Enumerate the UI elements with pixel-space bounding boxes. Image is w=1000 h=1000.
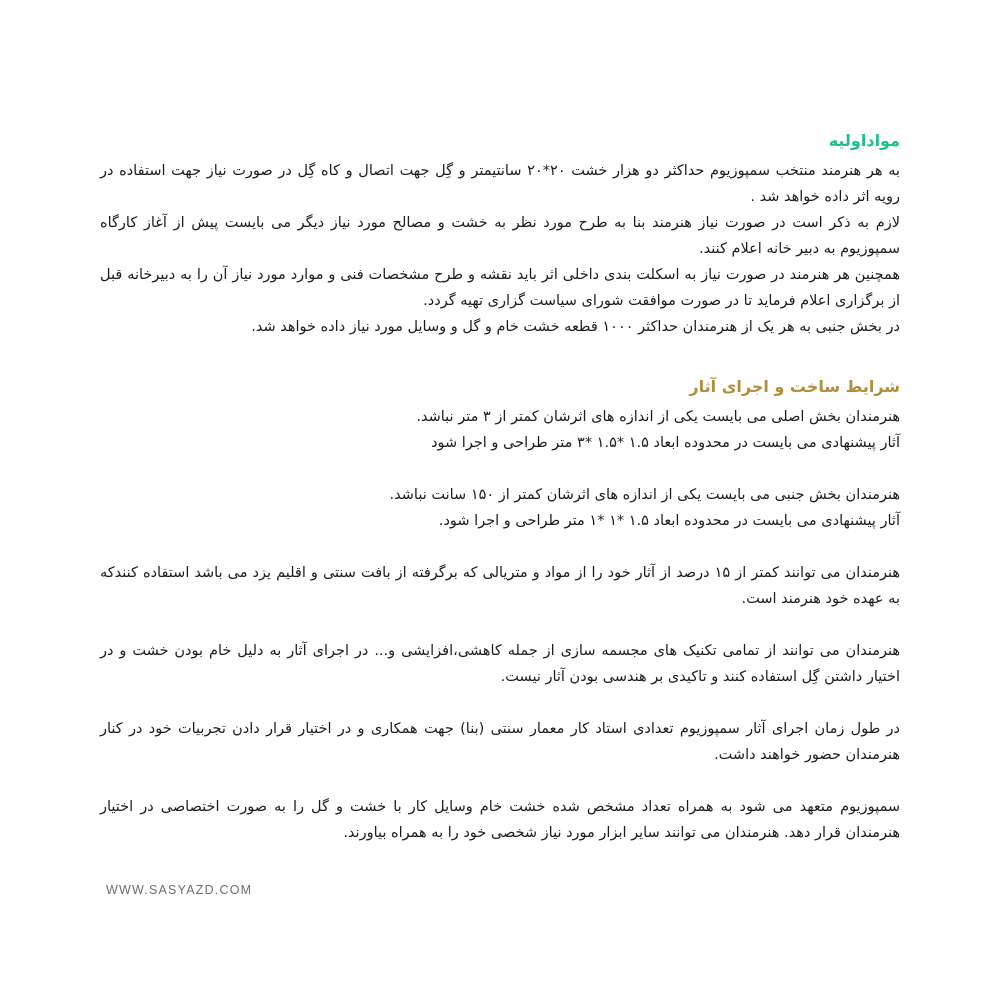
conditions-paragraph-8: سمپوزیوم متعهد می شود به همراه تعداد مشخص شده خشت خام وسایل کار با خشت و گل را به صورت اختصاصی در اختیار هنرمندان قرار دهد. هنرمندان می توانند سایر ابزار مورد نیاز شخصی خود را به همراه بیاورند. (100, 799, 900, 841)
materials-paragraph-3: همچنین هر هنرمند در صورت نیاز به اسکلت بندی داخلی اثر باید نقشه و طرح مشخصات فنی و موارد مورد نیاز آن را به دبیرخانه قبل از برگزاری اعلام فرماید تا در صورت موافقت شورای سیاست گزاری تهیه گردد. (100, 267, 900, 309)
conditions-paragraph-6: هنرمندان می توانند از تمامی تکنیک های مجسمه سازی از جمله کاهشی،افزایشی و... در اجرای آثار به دلیل خام بودن خشت و در اختیار داشتن گِل استفاده کنند و تاکیدی بر هندسی بودن آثار نیست. (100, 643, 900, 685)
spacer (100, 534, 900, 560)
section-title-conditions: شرایط ساخت و اجرای آثار (689, 377, 900, 396)
spacer (100, 768, 900, 794)
spacer (100, 612, 900, 638)
conditions-paragraph-1: هنرمندان بخش اصلی می بایست یکی از اندازه های اثرشان کمتر از ۳ متر نباشد. (416, 409, 900, 425)
conditions-paragraph-7: در طول زمان اجرای آثار سمپوزیوم تعدادی استاد کار معمار سنتی (بنا) جهت همکاری و در اختیار قرار دادن تجربیات خود در کنار هنرمندان حضور خواهند داشت. (100, 721, 900, 763)
website-footer: WWW.SASYAZD.COM (106, 883, 253, 897)
spacer (100, 456, 900, 482)
materials-paragraph-4: در بخش جنبی به هر یک از هنرمندان حداکثر ۱۰۰۰ قطعه خشت خام و گل و وسایل مورد نیاز داده خواهد شد. (251, 319, 900, 335)
document-page (100, 100, 900, 846)
materials-paragraph-1: به هر هنرمند منتخب سمپوزیوم حداکثر دو هزار خشت ۲۰*۲۰ سانتیمتر و گِل جهت اتصال و کاه گِل در صورت نیاز جهت استفاده در رویه اثر داده خواهد شد . (100, 163, 900, 205)
conditions-paragraph-3: هنرمندان بخش جنبی می بایست یکی از اندازه های اثرشان کمتر از ۱۵۰ سانت نباشد. (389, 487, 900, 503)
section-title-materials: مواداولیه (828, 131, 900, 150)
materials-paragraph-2: لازم به ذکر است در صورت نیاز هنرمند بنا به طرح مورد نظر به خشت و مصالح مورد نیاز دیگر می بایست پیش از آغاز کارگاه سمپوزیوم به دبیر خانه اعلام کنند. (100, 215, 900, 257)
spacer (100, 690, 900, 716)
conditions-paragraph-5: هنرمندان می توانند کمتر از ۱۵ درصد از آثار خود را از مواد و متریالی که برگرفته از بافت سنتی و اقلیم یزد می باشد استفاده کنندکه به عهده خود هنرمند است. (100, 565, 900, 607)
conditions-paragraph-2: آثار پیشنهادی می بایست در محدوده ابعاد ۱.۵ *۱.۵ *۳ متر طراحی و اجرا شود (431, 435, 900, 451)
conditions-paragraph-4: آثار پیشنهادی می بایست در محدوده ابعاد ۱.۵ *۱ *۱ متر طراحی و اجرا شود. (438, 513, 900, 529)
